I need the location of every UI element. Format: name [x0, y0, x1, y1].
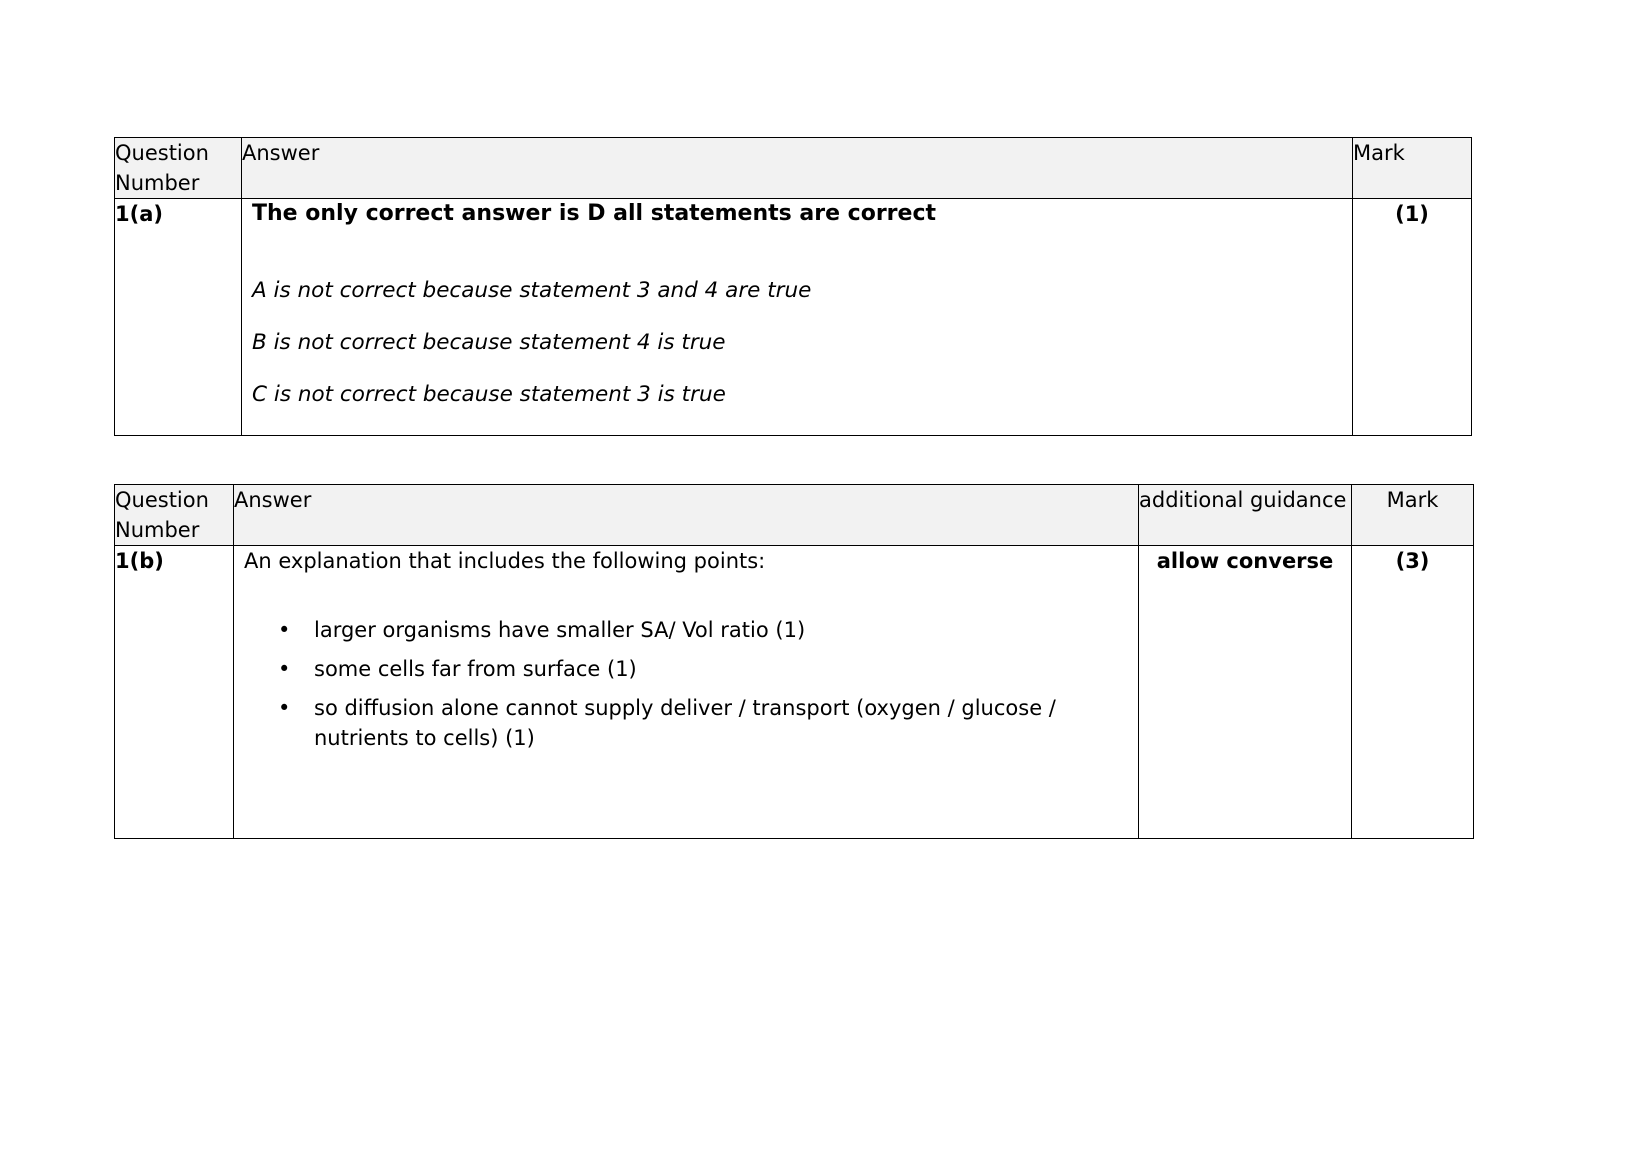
answer-intro: An explanation that includes the following points: — [244, 549, 766, 573]
distractor-explanations — [252, 276, 1342, 410]
mark-value: (1) — [1353, 199, 1472, 436]
marking-points — [244, 615, 1128, 753]
question-number: 1(b) — [115, 546, 234, 839]
list-item: A is not correct because statement 3 and 4 are true — [252, 278, 812, 303]
table-header-row — [115, 485, 1474, 546]
answer-cell — [234, 546, 1139, 839]
header-additional-guidance: additional guidance — [1139, 485, 1352, 546]
question-number: 1(a) — [115, 199, 242, 436]
table-row — [115, 199, 1472, 436]
list-item: B is not correct because statement 4 is true — [252, 330, 726, 355]
list-item: C is not correct because statement 3 is true — [252, 382, 726, 407]
mark-scheme-table-1a — [114, 137, 1472, 436]
correct-answer: The only correct answer is D all statements are correct — [252, 201, 936, 226]
mark-value: (3) — [1352, 546, 1474, 839]
additional-guidance: allow converse — [1139, 546, 1352, 839]
header-answer: Answer — [234, 485, 1139, 546]
list-item: • so diffusion alone cannot supply deliver / transport (oxygen / glucose / nutrients to cells) (1) — [314, 693, 1128, 753]
table-row — [115, 546, 1474, 839]
list-item: • larger organisms have smaller SA/ Vol ratio (1) — [314, 615, 1128, 645]
header-question-number: Question Number — [115, 485, 234, 546]
list-item: • some cells far from surface (1) — [314, 654, 1128, 684]
answer-cell — [242, 199, 1353, 436]
header-question-number: Question Number — [115, 138, 242, 199]
header-mark: Mark — [1352, 485, 1474, 546]
table-header-row — [115, 138, 1472, 199]
mark-scheme-table-1b — [114, 484, 1474, 839]
header-answer: Answer — [242, 138, 1353, 199]
header-mark: Mark — [1353, 138, 1472, 199]
